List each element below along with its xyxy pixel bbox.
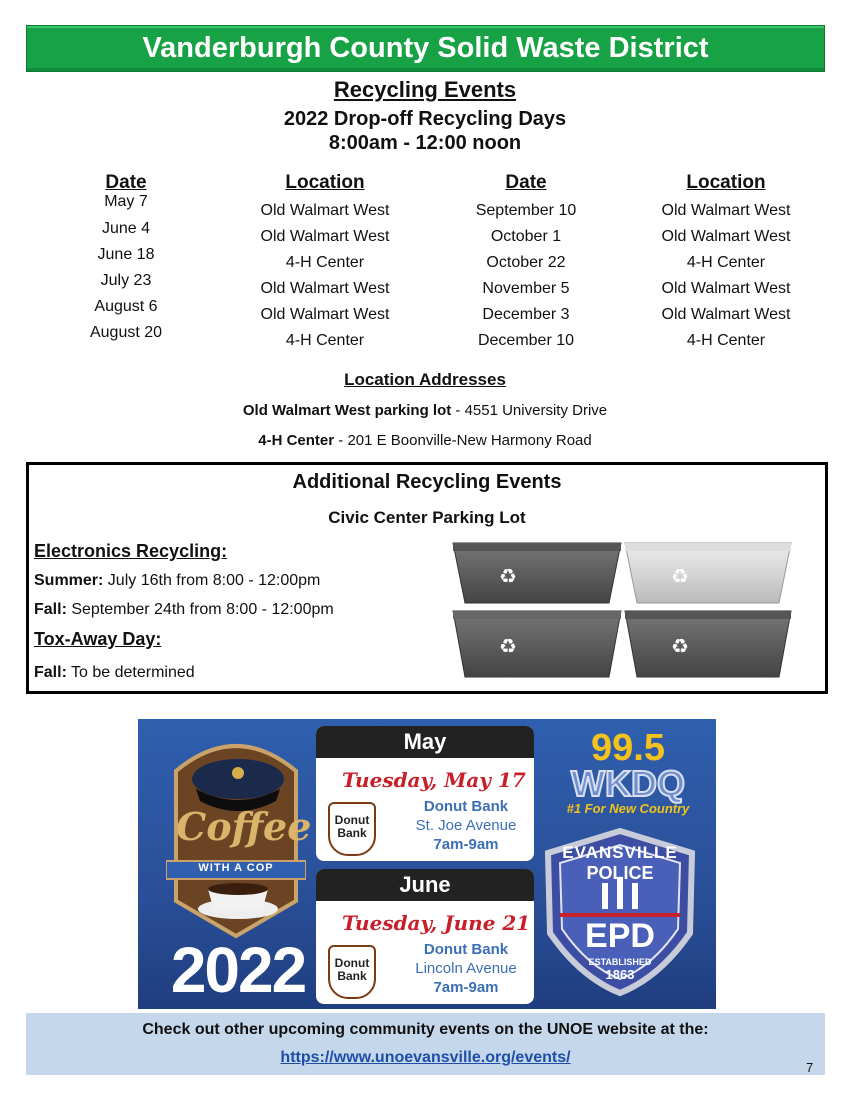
may-time: 7am-9am [433, 836, 499, 853]
with-a-cop-text: WITH A COP [198, 862, 274, 874]
coffee-with-a-cop-promo [138, 719, 716, 1009]
schedule-date: November 5 [482, 280, 570, 297]
fall-line [34, 601, 334, 619]
bin-icon [625, 611, 791, 677]
schedule-col-date-2 [440, 172, 612, 354]
police-epd: EPD [585, 917, 655, 955]
tox-line [34, 664, 195, 682]
address-walmart-name: Old Walmart West parking lot [242, 402, 452, 419]
location-header: Location [285, 172, 365, 193]
events-link[interactable]: https://www.unoevansville.org/events/ [280, 1049, 571, 1066]
bin-icon [453, 611, 621, 677]
summer-text: July 16th from 8:00 - 12:00pm [103, 572, 321, 589]
schedule-location: 4-H Center [285, 332, 365, 349]
june-place: Donut Bank [423, 941, 509, 958]
date-header: Date [505, 172, 547, 193]
footer-text: Check out other upcoming community events on the UNOE website at the: [142, 1021, 709, 1038]
schedule-location: 4-H Center [285, 254, 365, 271]
svg-text:♻: ♻ [671, 634, 689, 658]
schedule-location: Old Walmart West [661, 306, 791, 323]
schedule-col-location-2 [630, 172, 822, 354]
june-day: Tuesday, June 21 [342, 911, 531, 935]
svg-text:♻: ♻ [499, 564, 517, 588]
schedule-location: Old Walmart West [260, 280, 390, 297]
schedule-location: 4-H Center [686, 332, 766, 349]
tox-label: Fall: [34, 664, 67, 681]
schedule-date: December 10 [477, 332, 575, 349]
district-banner: Vanderburgh County Solid Waste District [26, 25, 825, 72]
schedule-col-date-1 [50, 172, 202, 346]
police-year: 1863 [605, 967, 635, 982]
police-word: POLICE [586, 863, 654, 883]
schedule-location: Old Walmart West [661, 202, 791, 219]
schedule-date: October 1 [490, 228, 562, 245]
june-time: 7am-9am [433, 979, 499, 996]
svg-text:♻: ♻ [499, 634, 517, 658]
promo-year: 2022 [170, 934, 306, 1006]
schedule-location: Old Walmart West [260, 306, 390, 323]
svg-text:♻: ♻ [671, 564, 689, 588]
schedule-location: Old Walmart West [661, 228, 791, 245]
address-walmart [0, 402, 850, 419]
addresses-title: Location Addresses [344, 370, 506, 389]
fall-text: September 24th from 8:00 - 12:00pm [66, 601, 334, 618]
recycling-bins-image [449, 539, 794, 685]
schedule-date: May 7 [104, 193, 148, 210]
page-subtitle: 2022 Drop-off Recycling Days [283, 108, 567, 130]
radio-frequency: 99.5 [591, 727, 665, 769]
police-established: ESTABLISHED [588, 957, 652, 967]
may-event-card [316, 726, 534, 861]
coffee-word: Coffee [176, 804, 312, 849]
may-place: Donut Bank [423, 798, 509, 815]
schedule-date: August 20 [89, 324, 163, 341]
may-day: Tuesday, May 17 [342, 768, 526, 792]
radio-tagline: #1 For New Country [566, 801, 690, 816]
schedule-location: 4-H Center [686, 254, 766, 271]
schedule-location: Old Walmart West [260, 228, 390, 245]
summer-line [34, 572, 320, 590]
location-header: Location [686, 172, 766, 193]
radio-call-sign: WKDQ [571, 763, 685, 804]
schedule-date: June 4 [101, 220, 151, 237]
schedule-date: June 18 [97, 246, 155, 263]
donut-bank-logo: Donut Bank [328, 802, 376, 856]
schedule-date: December 3 [482, 306, 570, 323]
schedule-date: October 22 [486, 254, 566, 271]
summer-label: Summer: [34, 572, 104, 589]
hours-text: 8:00am - 12:00 noon [328, 132, 522, 154]
may-month: May [316, 726, 534, 758]
schedule-location: Old Walmart West [260, 202, 390, 219]
donut-bank-logo: Donut Bank [328, 945, 376, 999]
june-event-card [316, 869, 534, 1004]
address-4h-name: 4-H Center [258, 432, 335, 449]
electronics-title: Electronics Recycling: [34, 541, 228, 561]
address-walmart-street: - 4551 University Drive [451, 402, 608, 419]
schedule-location: Old Walmart West [661, 280, 791, 297]
schedule-date: July 23 [100, 272, 152, 289]
schedule-date: September 10 [475, 202, 577, 219]
schedule-date: August 6 [94, 298, 158, 315]
may-street: St. Joe Avenue [415, 817, 517, 834]
bin-icon [625, 543, 791, 603]
schedule-col-location-1 [230, 172, 420, 354]
page-number: 7 [806, 1060, 814, 1075]
police-city: EVANSVILLE [562, 843, 678, 862]
date-header: Date [105, 172, 147, 193]
june-month: June [316, 869, 534, 901]
bin-icon [453, 543, 621, 603]
fall-label: Fall: [34, 601, 67, 618]
june-street: Lincoln Avenue [415, 960, 517, 977]
tox-text: To be determined [66, 664, 195, 681]
address-4h [0, 432, 850, 449]
additional-events-box [26, 462, 828, 694]
footer-bar [26, 1013, 825, 1075]
page-title: Recycling Events [333, 77, 517, 102]
address-4h-street: - 201 E Boonville-New Harmony Road [334, 432, 592, 449]
additional-title: Additional Recycling Events [292, 471, 562, 493]
venue-text: Civic Center Parking Lot [328, 508, 526, 527]
tox-title: Tox-Away Day: [34, 629, 162, 649]
